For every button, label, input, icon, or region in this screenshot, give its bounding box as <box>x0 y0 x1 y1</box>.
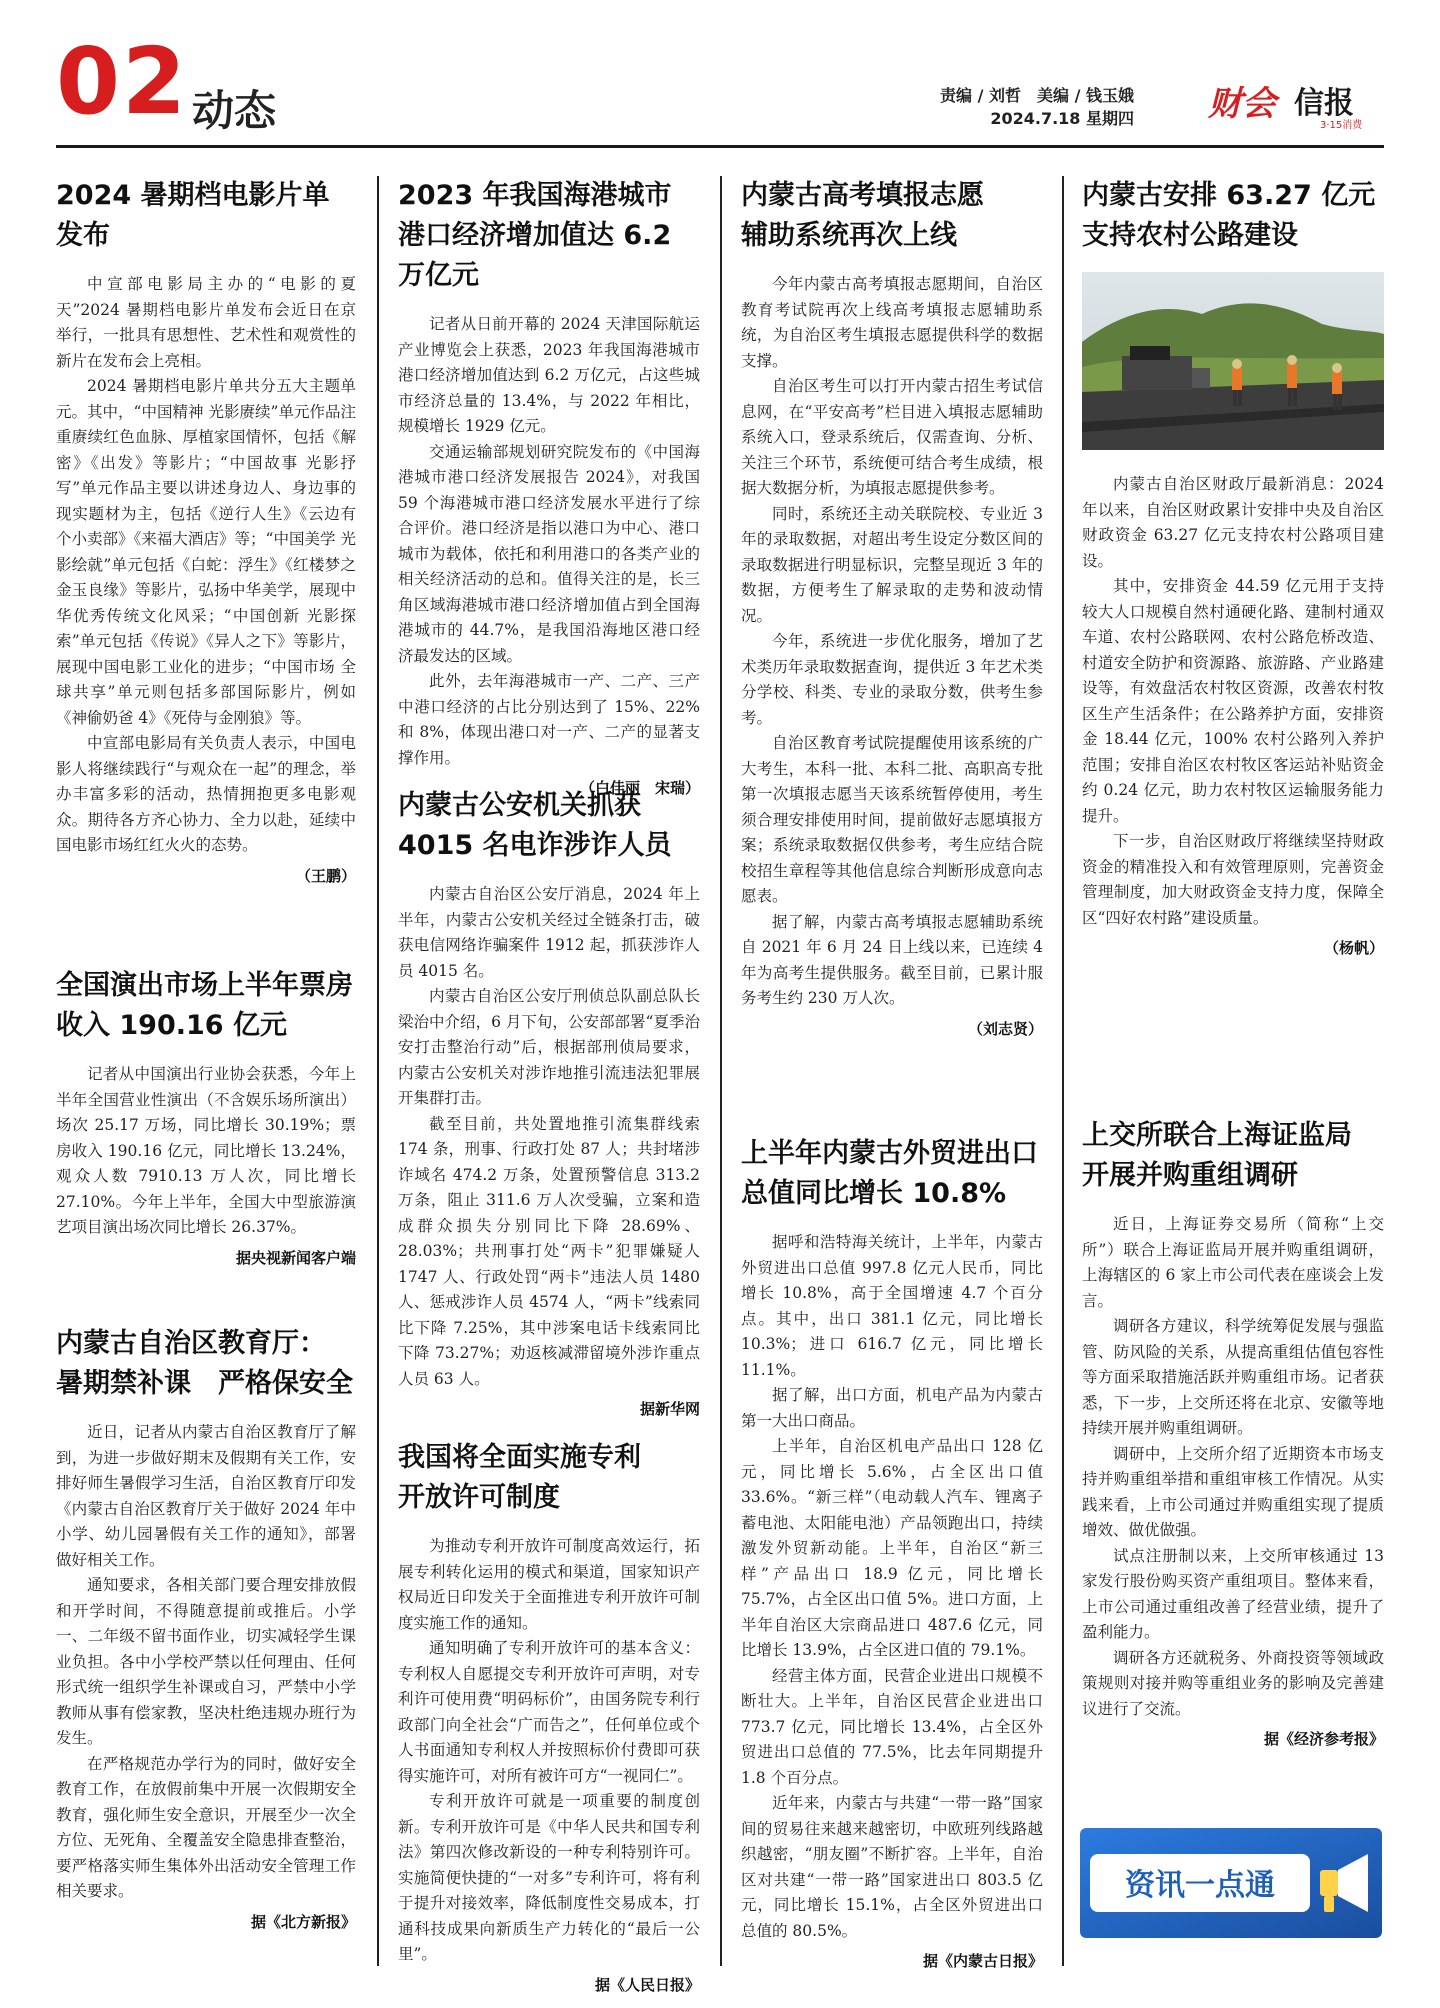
newspaper-logo <box>1208 76 1384 131</box>
article-source: 据《经济参考报》 <box>1263 1730 1384 1748</box>
article-performance-box-office <box>56 966 356 1271</box>
article-title <box>56 1324 356 1404</box>
article-sse-mna-research <box>1082 1116 1384 1752</box>
paragraph: 此外，去年海港城市一产、二产、三产中港口经济的占比分别达到了 15%、22% 和 8%，体现出港口对一产、二产的显著支撑作用。 <box>398 672 700 767</box>
article-source: 据《人民日报》 <box>594 1975 700 1994</box>
logo-tag: 3·15消费 <box>1320 120 1363 131</box>
article-education-dept <box>56 1324 356 1935</box>
title-line: 辅助系统再次上线 <box>741 220 957 251</box>
page-number: 02 <box>56 28 189 135</box>
paragraph: 记者从日前开幕的 2024 天津国际航运产业博览会上获悉，2023 年我国海港城市港口经济增加值达到 6.2 万亿元，占这些城市经济总量的 13.4%，与 2022 年相比，规模增长 1929 亿元。 <box>398 315 700 435</box>
title-line: 开展并购重组调研 <box>1082 1160 1298 1191</box>
article-body <box>398 312 700 771</box>
title-line: 内蒙古高考填报志愿 <box>741 180 984 211</box>
title-line: 开放许可制度 <box>398 1482 560 1513</box>
article-source: 据《内蒙古日报》 <box>922 1952 1043 1970</box>
title-line: 上半年内蒙古外贸进出口 <box>741 1138 1038 1169</box>
article-source: （白佳丽 宋瑞） <box>579 779 700 797</box>
paragraph: 近日，上海证券交易所（简称“上交所”）联合上海证监局开展并购重组调研，上海辖区的 6 家上市公司代表在座谈会上发言。 <box>1082 1215 1384 1310</box>
paragraph: 近日，记者从内蒙古自治区教育厅了解到，为进一步做好期末及假期有关工作，安排好师生暑假学习生活，自治区教育厅印发《内蒙古自治区教育厅关于做好 2024 年中小学、幼儿园暑假有关工作的通知》，部署做好相关工作。 <box>56 1423 356 1569</box>
paragraph: 其中，安排资金 44.59 亿元用于支持较大人口规模自然村通硬化路、建制村通双车道、农村公路联网、农村公路危桥改造、村道安全防护和资源路、旅游路、产业路建设等，有效盘活农村牧区资源，改善农村牧区生产生活条件；在公路养护方面，安排资金 18.44 亿元，100% 农村公路列入养护范围；安排自治区农村牧区客运站补贴资金约 0.24 亿元，助力农村牧区运输服务能力提升。 <box>1082 577 1384 825</box>
article-source: （刘志贤） <box>967 1019 1043 1038</box>
article-body <box>741 1230 1043 1944</box>
title-line: 港口经济增加值达 6.2 万亿元 <box>398 220 672 291</box>
paragraph: 试点注册制以来，上交所审核通过 13 家发行股份购买资产重组项目。整体来看，上市公司通过重组改善了经营业绩，提升了盈利能力。 <box>1082 1546 1384 1641</box>
paragraph: 记者从中国演出行业协会获悉，今年上半年全国营业性演出（不含娱乐场所演出）场次 25.17 万场，同比增长 30.19%；票房收入 190.16 亿元，同比增长 13.24%，观众人数 7910.13 万人次，同比增长 27.10%。今年上半年，全国大中型旅游演艺项目演出场次同比增长 26.37%。 <box>56 1065 356 1236</box>
paragraph: 内蒙古自治区公安厅消息，2024 年上半年，内蒙古公安机关经过全链条打击，破获电信网络诈骗案件 1912 起，抓获涉诈人员 4015 名。 <box>398 885 700 980</box>
article-title <box>56 966 356 1046</box>
title-line: 2023 年我国海港城市 <box>398 180 672 211</box>
paragraph: 内蒙古自治区财政厅最新消息：2024 年以来，自治区财政累计安排中央及自治区财政资金 63.27 亿元支持农村公路项目建设。 <box>1082 475 1384 570</box>
paragraph: 调研各方建议，科学统筹促发展与强监管、防风险的关系，从提高重组估值包容性等方面采取措施活跃并购重组市场。记者获悉，下一步，上交所还将在北京、安徽等地持续开展并购重组调研。 <box>1082 1317 1384 1437</box>
article-summer-films <box>56 176 356 889</box>
title-line: 上交所联合上海证监局 <box>1082 1120 1352 1151</box>
title-line: 总值同比增长 10.8% <box>741 1178 1007 1209</box>
masthead <box>0 0 1440 140</box>
article-source: 据《北方新报》 <box>250 1912 356 1931</box>
article-title <box>1082 1116 1384 1196</box>
article-rural-roads <box>1082 176 1384 961</box>
article-source: 据央视新闻客户端 <box>235 1248 356 1267</box>
article-title: 2024 暑期档电影片单发布 <box>56 180 330 251</box>
paragraph: 自治区考生可以打开内蒙古招生考试信息网，在“平安高考”栏目进入填报志愿辅助系统入口，登录系统后，仅需查询、分析、关注三个环节，系统便可结合考生成绩，根据大数据分析，为填报志愿提供参考。 <box>741 377 1043 497</box>
article-title <box>741 1134 1043 1214</box>
title-line: 4015 名电诈涉诈人员 <box>398 830 672 861</box>
title-line: 全国演出市场上半年票房 <box>56 970 353 1001</box>
article-body <box>1082 472 1384 931</box>
article-body <box>1082 1212 1384 1722</box>
paragraph: 交通运输部规划研究院发布的《中国海港城市港口经济发展报告 2024》，对我国 59 个海港城市港口经济发展水平进行了综合评价。港口经济是指以港口为中心、港口城市为载体，依托和利用港口的各类产业的相关经济活动的总和。值得关注的是，长三角区域海港城市港口经济增加值占到全国海港城市的 44.7%，是我国沿海地区港口经济最发达的区域。 <box>398 442 700 665</box>
paragraph: 据了解，内蒙古高考填报志愿辅助系统自 2021 年 6 月 24 日上线以来，已连续 4 年为高考生提供服务。截至目前，已累计服务考生约 230 万人次。 <box>741 912 1043 1007</box>
column-divider <box>377 176 379 1966</box>
paragraph: 近年来，内蒙古与共建“一带一路”国家间的贸易往来越来越密切，中欧班列线路越织越密，“朋友圈”不断扩容。上半年，自治区对共建“一带一路”国家进出口 803.5 亿元，同比增长 15.1%，占全区外贸进出口总值的 80.5%。 <box>741 1794 1043 1940</box>
paragraph: 通知明确了专利开放许可的基本含义：专利权人自愿提交专利开放许可声明，对专利许可使用费“明码标价”，由国务院专利行政部门向全社会“广而告之”，任何单位或个人书面通知专利权人并按照标价付费即可获得实施许可，对所有被许可方“一视同仁”。 <box>398 1639 700 1785</box>
title-line: 收入 190.16 亿元 <box>56 1010 287 1041</box>
edition-meta <box>940 84 1134 130</box>
editors-credit: 责编 / 刘哲 美编 / 钱玉娥 <box>940 86 1134 105</box>
paragraph: 调研中，上交所介绍了近期资本市场支持并购重组举措和重组审核工作情况。从实践来看，上市公司通过并购重组实现了提质增效、做优做强。 <box>1082 1444 1384 1539</box>
paragraph: 在严格规范办学行为的同时，做好安全教育工作，在放假前集中开展一次假期安全教育，强化师生安全意识，开展至少一次全方位、无死角、全覆盖安全隐患排查整治，要严格落实师生集体外出活动安全管理工作相关要求。 <box>56 1754 356 1900</box>
article-body <box>398 882 700 1392</box>
paragraph: 据了解，出口方面，机电产品为内蒙古第一大出口商品。 <box>741 1386 1043 1430</box>
article-title <box>741 176 1043 256</box>
title-line: 我国将全面实施专利 <box>398 1442 641 1473</box>
paragraph: 今年，系统进一步优化服务，增加了艺术类历年录取数据查询，提供近 3 年艺术类分学校、科类、专业的录取分数，供考生参考。 <box>741 632 1043 727</box>
paragraph: 同时，系统还主动关联院校、专业近 3 年的录取数据，对超出考生设定分数区间的录取数据进行明显标识，完整呈现近 3 年的数据，方便考生了解录取的走势和波动情况。 <box>741 504 1043 625</box>
paragraph: 经营主体方面，民营企业进出口规模不断壮大。上半年，自治区民营企业进出口 773.7 亿元，同比增长 13.4%，占全区外贸进出口总值的 77.5%，比去年同期提升 1.8 个百分点。 <box>741 1666 1043 1787</box>
paragraph: 上半年，自治区机电产品出口 128 亿元，同比增长 5.6%，占全区出口值 33.6%。“新三样”（电动载人汽车、锂离子蓄电池、太阳能电池）产品领跑出口，持续激发外贸新动能。上半年，自治区“新三样”产品出口 18.9 亿元，同比增长 75.7%，占全区出口值 5%。进口方面，上半年自治区大宗商品进口 487.6 亿元，同比增长 13.9%，占全区进口值的 79.1%。 <box>741 1437 1043 1659</box>
paragraph: 今年内蒙古高考填报志愿期间，自治区教育考试院再次上线高考填报志愿辅助系统，为自治区考生填报志愿提供科学的数据支撑。 <box>741 275 1043 370</box>
paragraph: 据呼和浩特海关统计，上半年，内蒙古外贸进出口总值 997.8 亿元人民币，同比增长 10.8%，高于全国增速 4.7 个百分点。其中，出口 381.1 亿元，同比增长 10.3%；进口 616.7 亿元，同比增长 11.1%。 <box>741 1233 1043 1379</box>
paragraph: 专利开放许可就是一项重要的制度创新。专利开放许可是《中华人民共和国专利法》第四次修改新设的一种专利特别许可。实施简便快捷的“一对多”专利许可，将有利于提升对接效率，降低制度性交易成本，打通科技成果向新质生产力转化的“最后一公里”。 <box>398 1792 700 1963</box>
column-divider <box>720 176 722 1966</box>
article-foreign-trade <box>741 1134 1043 1974</box>
column-divider <box>1062 176 1064 1966</box>
section-name: 动态 <box>192 86 277 135</box>
edition-date: 2024.7.18 星期四 <box>990 109 1134 129</box>
paragraph: 为推动专利开放许可制度高效运行，拓展专利转化运用的模式和渠道，国家知识产权局近日印发关于全面推进专利开放许可制度实施工作的通知。 <box>398 1537 700 1632</box>
paragraph: 2024 暑期档电影片单共分五大主题单元。其中，“中国精神 光影赓续”单元作品注重赓续红色血脉、厚植家国情怀，包括《解密》《出发》等影片；“中国故事 光影抒写”单元作品主要以讲述身边人、身边事的现实题材为主，包括《逆行人生》《云边有个小卖部》《来福大酒店》等；“中国美学 光影绘就”单元包括《白蛇：浮生》《红楼梦之金玉良缘》等影片，弘扬中华美学，展现中华优秀传统文化风采；“中国创新 光影探索”单元包括《传说》《异人之下》等影片，展现中国电影工业化的进步；“中国市场 全球共享”单元则包括多部国际影片，例如《神偷奶爸 4》《死侍与金刚狼》等。 <box>56 377 356 727</box>
paragraph: 中宣部电影局有关负责人表示，中国电影人将继续践行“与观众在一起”的理念，举办丰富多彩的活动，热情拥抱更多电影观众。期待各方齐心协力、全力以赴，延续中国电影市场红红火火的态势。 <box>56 734 356 854</box>
title-line: 内蒙古安排 63.27 亿元 <box>1082 180 1376 211</box>
article-telecom-fraud <box>398 786 700 1422</box>
paragraph: 内蒙古自治区公安厅刑侦总队副总队长梁治中介绍，6 月下旬，公安部部署“夏季治安打击整治行动”后，根据部刑侦局要求，内蒙古公安机关对涉诈地推引流违法犯罪展开集群打击。 <box>398 987 700 1107</box>
logo-main: 财会 <box>1208 84 1276 124</box>
article-title <box>1082 176 1384 256</box>
paragraph: 截至目前，共处置地推引流集群线索 174 条，刑事、行政打处 87 人；共封堵涉诈域名 474.2 万条，处置预警信息 313.2 万条，阻止 311.6 万人次受骗，立案和造成群众损失分别同比下降 28.69%、28.03%；共刑事打处“两卡”犯罪嫌疑人 1747 人、行政处罚“两卡”违法人员 1480 人、惩戒涉诈人员 4574 人，“两卡”线索同比下降 7.25%，其中涉案电话卡线索同比下降 73.27%；劝返核减滞留境外涉诈重点人员 63 人。 <box>398 1114 700 1388</box>
article-source: （杨帆） <box>1323 939 1384 957</box>
paragraph: 通知要求，各相关部门要合理安排放假和开学时间，不得随意提前或推后。小学一、二年级不留书面作业，切实减轻学生课业负担。各中小学校严禁以任何理由、任何形式统一组织学生补课或自习，严禁中小学教师从事有偿家教，坚决杜绝违规办班行为发生。 <box>56 1576 356 1747</box>
article-title <box>398 176 700 296</box>
logo-sub: 信报 <box>1294 86 1354 121</box>
road-paving-photo <box>1082 272 1384 450</box>
paragraph: 调研各方还就税务、外商投资等领域政策规则对接并购等重组业务的影响及完善建议进行了交流。 <box>1082 1648 1384 1718</box>
paragraph: 自治区教育考试院提醒使用该系统的广大考生，本科一批、本科二批、高职高专批第一次填报志愿当天该系统暂停使用，考生须合理安排使用时间，提前做好志愿填报方案；系统录取数据仅供参考，考生应结合院校招生章程等其他信息综合判断形成意向志愿表。 <box>741 734 1043 905</box>
article-gaokao-system <box>741 176 1043 1042</box>
article-port-economy <box>398 176 700 801</box>
article-body <box>56 1420 356 1905</box>
header-rule <box>56 145 1384 148</box>
article-title <box>398 786 700 866</box>
title-line: 内蒙古自治区教育厅： <box>56 1328 326 1359</box>
paragraph: 中宣部电影局主办的“电影的夏天”2024 暑期档电影片单发布会近日在京举行，一批具有思想性、艺术性和观赏性的新片在发布会上亮相。 <box>56 275 356 370</box>
title-line: 暑期禁补课 严格保安全 <box>56 1368 353 1399</box>
article-body <box>398 1534 700 1968</box>
banner-text: 资讯一点通 <box>1125 1868 1275 1903</box>
paragraph: 下一步，自治区财政厅将继续坚持财政资金的精准投入和有效管理原则，完善资金管理制度，加大财政资金支持力度，保障全区“四好农村路”建设质量。 <box>1082 832 1384 927</box>
news-digest-banner <box>1080 1828 1382 1938</box>
article-source: （王鹏） <box>295 866 356 885</box>
article-patent-license <box>398 1438 700 1998</box>
article-title <box>398 1438 700 1518</box>
article-body <box>56 272 356 859</box>
article-source: 据新华网 <box>639 1400 700 1418</box>
article-body <box>56 1062 356 1241</box>
title-line: 内蒙古公安机关抓获 <box>398 790 641 821</box>
title-line: 支持农村公路建设 <box>1082 220 1298 251</box>
article-body <box>741 272 1043 1012</box>
